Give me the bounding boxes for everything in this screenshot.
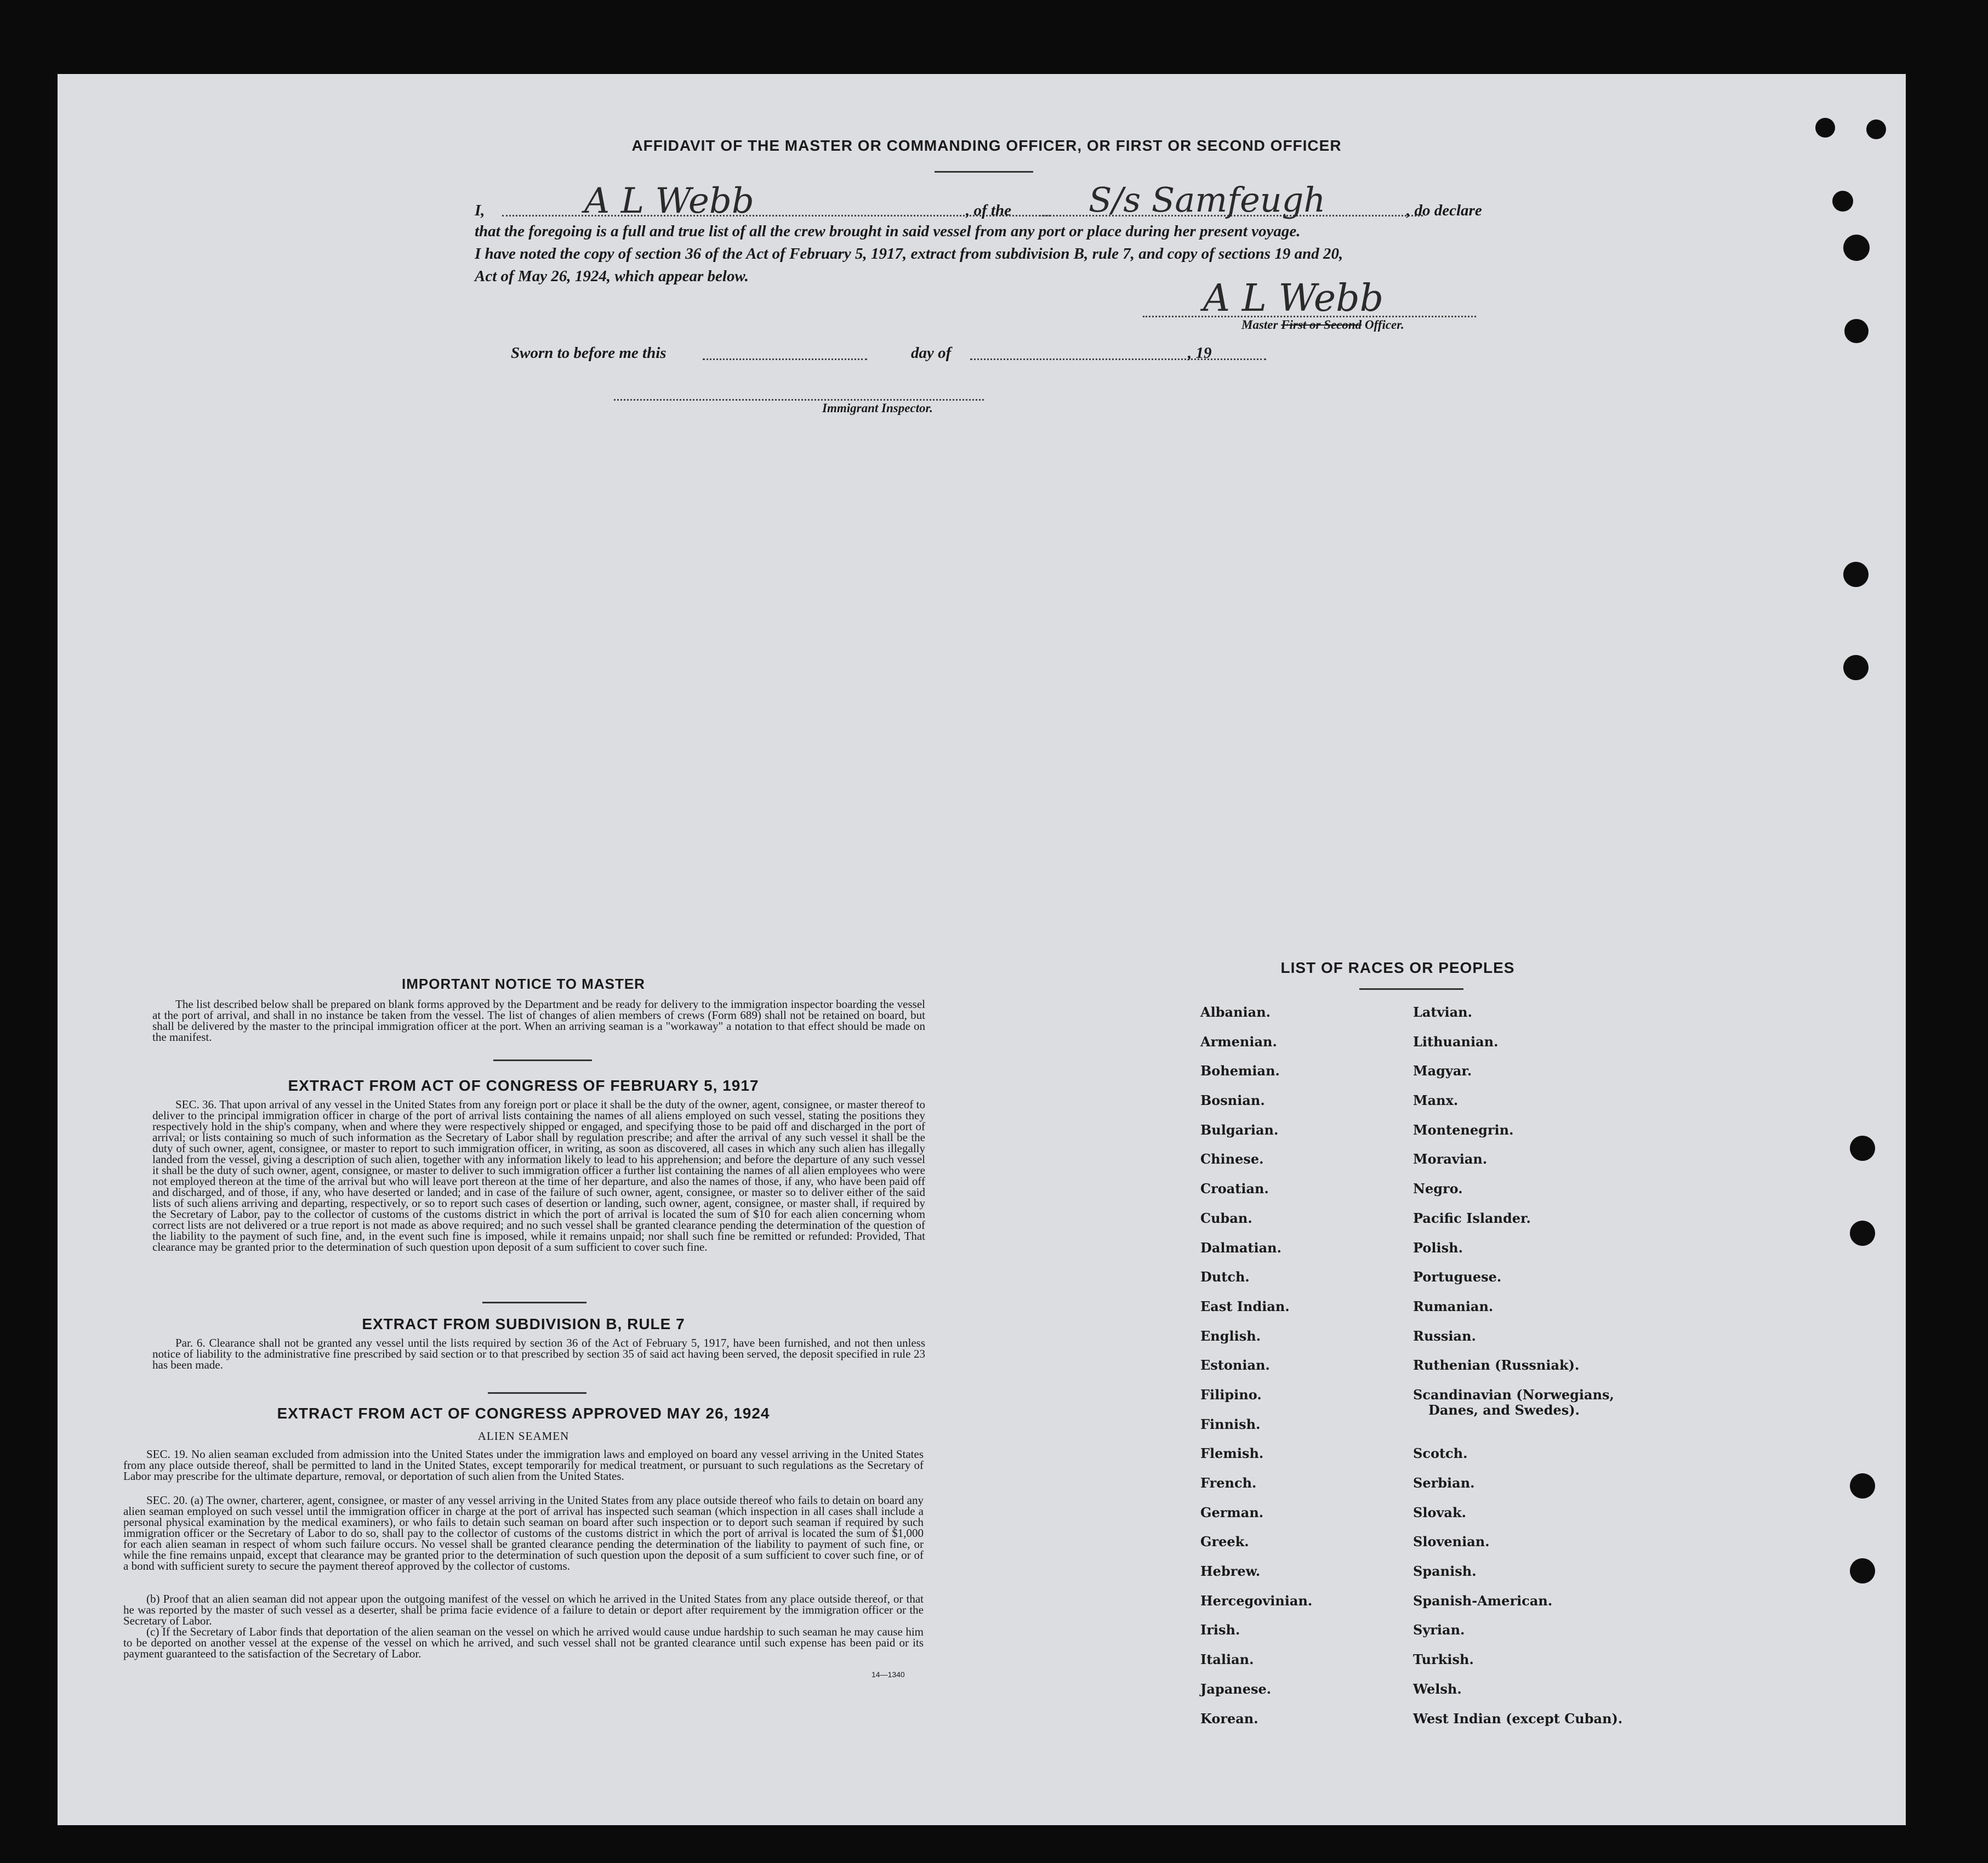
notice-title: IMPORTANT NOTICE TO MASTER — [402, 976, 645, 992]
races-right-column — [1413, 1004, 1622, 1740]
punch-hole — [1832, 191, 1853, 212]
signature-handwritten: A L Webb — [1203, 277, 1384, 320]
race-item: East Indian. — [1200, 1298, 1290, 1314]
divider — [482, 1302, 586, 1303]
do-declare-label: , do declare — [1406, 202, 1482, 219]
race-item: Negro. — [1413, 1181, 1463, 1197]
race-item: Ruthenian (Russniak). — [1413, 1357, 1580, 1374]
divider — [1359, 988, 1463, 990]
race-item: Magyar. — [1413, 1063, 1472, 1079]
sworn-line — [511, 344, 1278, 366]
races-title: LIST OF RACES OR PEOPLES — [1280, 959, 1515, 976]
race-item: German. — [1200, 1504, 1264, 1520]
sworn-month-line — [970, 358, 1266, 360]
inspector-line — [614, 399, 984, 401]
race-item: Rumanian. — [1413, 1298, 1494, 1314]
punch-hole — [1866, 119, 1886, 139]
race-item: Slovak. — [1413, 1504, 1466, 1520]
declaration-line-1 — [475, 180, 1500, 221]
race-item: Spanish-American. — [1413, 1592, 1553, 1609]
punch-hole — [1843, 655, 1869, 680]
extract-1924-sec19: SEC. 19. No alien seaman excluded from admission into the United States under the immigration laws and employed on board any vessel arriving in the United States from any place outside thereof, shall be permitted to land in the United States, except temporarily for medical treatment, or pursuant to such regulations as the Secretary of Labor may prescribe for the ultimate departure, removal, or deportation of such alien from the United States. — [123, 1448, 924, 1483]
of-the-label: , of the — [966, 202, 1011, 219]
punch-hole — [1850, 1473, 1875, 1499]
punch-hole — [1850, 1221, 1875, 1246]
race-item: Montenegrin. — [1413, 1121, 1514, 1138]
race-item: Hebrew. — [1200, 1563, 1261, 1580]
extract-rule7-title: EXTRACT FROM SUBDIVISION B, RULE 7 — [362, 1315, 685, 1332]
race-item: Croatian. — [1200, 1181, 1269, 1197]
inspector-label: Immigrant Inspector. — [822, 401, 933, 415]
punch-hole — [1844, 319, 1869, 343]
race-item: Pacific Islander. — [1413, 1210, 1531, 1226]
sworn-label: Sworn to before me this — [511, 344, 667, 362]
race-item: Japanese. — [1200, 1680, 1272, 1697]
form-number: 14—1340 — [871, 1670, 905, 1679]
race-item: Latvian. — [1413, 1004, 1472, 1020]
race-item: West Indian (except Cuban). — [1413, 1710, 1623, 1727]
race-item: Albanian. — [1200, 1004, 1271, 1020]
race-item: Filipino. — [1200, 1386, 1262, 1403]
extract-1924-sec20a: SEC. 20. (a) The owner, charterer, agent, consignee, or master of any vessel arriving in the United States from any place outside thereof who fails to detain on board any alien seaman employed on such vessel until the immigration officer in charge at the port of arrival has inspected such seaman (which inspection in all cases shall include a personal physical examination by the medical examiners), or who fails to detain such seaman on board after such inspection or to deport such seaman if required by such immigration officer or the Secretary of Labor to do so, shall pay to the collector of customs of the customs district in which the port of arrival is located the sum of $1,000 for each alien seaman in respect of whom such failure occurs. No vessel shall be granted clearance pending the determination of the liability to payment of such fine, or while the fine remains unpaid, except that clearance may be granted prior to the determination of such question upon the deposit of a sum sufficient to cover such fine, or of a bond with sufficient surety to secure the payment thereof approved by the collector of customs. — [123, 1494, 924, 1573]
race-item: English. — [1200, 1328, 1261, 1344]
race-item: French. — [1200, 1475, 1257, 1491]
race-item: Greek. — [1200, 1534, 1249, 1550]
race-item: Finnish. — [1200, 1416, 1261, 1432]
race-item: Polish. — [1413, 1239, 1463, 1256]
vessel-name-handwritten: S/s Samfeugh — [1089, 180, 1326, 220]
race-item: Syrian. — [1413, 1622, 1465, 1638]
punch-hole — [1815, 118, 1835, 138]
race-item: Chinese. — [1200, 1151, 1264, 1167]
race-item: Bulgarian. — [1200, 1121, 1279, 1138]
race-item: Spanish. — [1413, 1563, 1477, 1580]
caption-master: Master — [1241, 318, 1278, 332]
caption-officer: Officer. — [1364, 318, 1404, 332]
extract-1917-title: EXTRACT FROM ACT OF CONGRESS OF FEBRUARY 5, 1917 — [288, 1077, 759, 1094]
race-item: Bosnian. — [1200, 1092, 1265, 1109]
master-name-handwritten: A L Webb — [584, 181, 754, 221]
extract-1924-title: EXTRACT FROM ACT OF CONGRESS APPROVED MAY 26, 1924 — [277, 1405, 770, 1422]
punch-hole — [1850, 1136, 1875, 1161]
race-item: Portuguese. — [1413, 1269, 1502, 1285]
extract-1917-body: SEC. 36. That upon arrival of any vessel in the United States from any foreign port or place it shall be the duty of the owner, agent, consignee, or master thereof to deliver to the principal immigration officer in charge of the port of arrival lists containing the names of all aliens employed on such vessel, stating the positions they respectively hold in the ship's company, when and where they were respectively shipped or engaged, and specifying those to be paid off and discharged in the port of arrival; or lists containing so much of such information as the Secretary of Labor shall by regulation prescribe; and after the arrival of any such vessel it shall be the duty of such owner, agent, consignee, or master to report to such immigration officer, in writing, as soon as discovered, all cases in which any such alien has illegally landed from the vessel, giving a description of such alien, together with any information likely to lead to his apprehension; and before the departure of any such vessel it shall be the duty of such owner, agent, consignee, or master to deliver to such immigration officer a further list containing the names of all alien employees who were not employed thereon at the time of the arrival but who will leave port thereon at the time of her departure, and also the names of those, if any, who have been paid off and discharged, and of those, if any, who have deserted or landed; and in case of the failure of such owner, agent, consignee, or master so to deliver either of the said lists of such aliens arriving and departing, respectively, or so to report such cases of desertion or landing, such owner, agent, consignee, or master shall, if required by the Secretary of Labor, pay to the collector of customs of the customs district in which the port of arrival is located the sum of $10 for each alien concerning whom correct lists are not delivered or a true report is not made as above required; and no such vessel shall be granted clearance pending the determination of the question of the liability to the payment of such fine, and, in the event such fine is imposed, while it remains unpaid; nor shall such fine be remitted or refunded: Provided, That clearance may be granted prior to the determination of such question upon deposit of a sum sufficient to cover such fine. — [152, 1098, 925, 1254]
extract-1924-subtitle: ALIEN SEAMEN — [477, 1429, 569, 1443]
i-label: I, — [475, 202, 485, 219]
race-item: Slovenian. — [1413, 1534, 1490, 1550]
race-item: Serbian. — [1413, 1475, 1475, 1491]
race-item: Italian. — [1200, 1651, 1254, 1668]
race-item: Hercegovinian. — [1200, 1592, 1313, 1609]
signature-caption — [1241, 318, 1404, 332]
declaration-line-3: I have noted the copy of section 36 of the Act of February 5, 1917, extract from subdivision B, rule 7, and copy of sections 19 and 20, — [475, 245, 1343, 263]
affidavit-title: AFFIDAVIT OF THE MASTER OR COMMANDING OFFICER, OR FIRST OR SECOND OFFICER — [631, 137, 1342, 154]
race-item: Scandinavian (Norwegians, — [1413, 1386, 1614, 1403]
divider — [488, 1392, 586, 1394]
caption-struck: First or Second — [1281, 318, 1362, 332]
extract-rule7-body: Par. 6. Clearance shall not be granted any vessel until the lists required by section 36 of the Act of February 5, 1917, have been furnished, and not then unless notice of liability to the administrative fine prescribed by said section or to that prescribed by section 35 of said act having been served, the deposit specified in rule 23 has been made. — [152, 1336, 925, 1371]
punch-hole — [1843, 235, 1870, 261]
extract-1924-sec20b: (b) Proof that an alien seaman did not appear upon the outgoing manifest of the vessel on which he arrived in the United States from any place outside thereof, or that he was reported by the master of such vessel as a deserter, shall be prima facie evidence of a failure to detain or deport after requirement by the immigration officer or the Secretary of Labor. — [123, 1592, 924, 1627]
race-item: Dalmatian. — [1200, 1239, 1281, 1256]
race-item: Estonian. — [1200, 1357, 1270, 1374]
declaration-line-2: that the foregoing is a full and true list of all the crew brought in said vessel from any port or place during her present voyage. — [475, 223, 1301, 240]
race-item: Bohemian. — [1200, 1063, 1280, 1079]
divider — [493, 1059, 592, 1061]
race-item: Lithuanian. — [1413, 1033, 1499, 1050]
year-label: , 19 — [1188, 344, 1212, 362]
race-item: Moravian. — [1413, 1151, 1488, 1167]
race-item: Cuban. — [1200, 1210, 1252, 1226]
day-of-label: day of — [911, 344, 952, 362]
race-item: Irish. — [1200, 1622, 1240, 1638]
notice-body: The list described below shall be prepared on blank forms approved by the Department and be ready for delivery to the immigration inspector boarding the vessel at the port of arrival, and shall in no instance be taken from the vessel. The list of changes of alien members of crews (Form 689) shall not be retained on board, but shall be delivered by the master to the principal immigration officer at the port. When an arriving seaman is a "workaway" a notation to that effect should be made on the manifest. — [152, 998, 925, 1044]
race-item: Danes, and Swedes). — [1428, 1401, 1580, 1418]
race-item: Manx. — [1413, 1092, 1459, 1109]
race-item: Armenian. — [1200, 1033, 1277, 1050]
race-item: Russian. — [1413, 1328, 1476, 1344]
divider — [935, 171, 1033, 173]
race-item: Scotch. — [1413, 1445, 1468, 1462]
race-item: Flemish. — [1200, 1445, 1264, 1462]
race-item: Dutch. — [1200, 1269, 1250, 1285]
punch-hole — [1850, 1558, 1875, 1583]
punch-hole — [1843, 562, 1869, 587]
races-left-column — [1200, 1004, 1312, 1740]
declaration-line-4: Act of May 26, 1924, which appear below. — [475, 267, 749, 285]
race-item: Turkish. — [1413, 1651, 1474, 1668]
sworn-day-line — [703, 358, 867, 360]
extract-1924-sec20c: (c) If the Secretary of Labor finds that deportation of the alien seaman on the vessel on which he arrived would cause undue hardship to such seaman he may cause him to be deported on another vessel at the expense of the vessel on which he arrived, and such vessel shall not be granted clearance until such expense has been paid or its payment guaranteed to the satisfaction of the Secretary of Labor. — [123, 1625, 924, 1660]
race-item: Korean. — [1200, 1710, 1258, 1727]
race-item: Welsh. — [1413, 1680, 1462, 1697]
